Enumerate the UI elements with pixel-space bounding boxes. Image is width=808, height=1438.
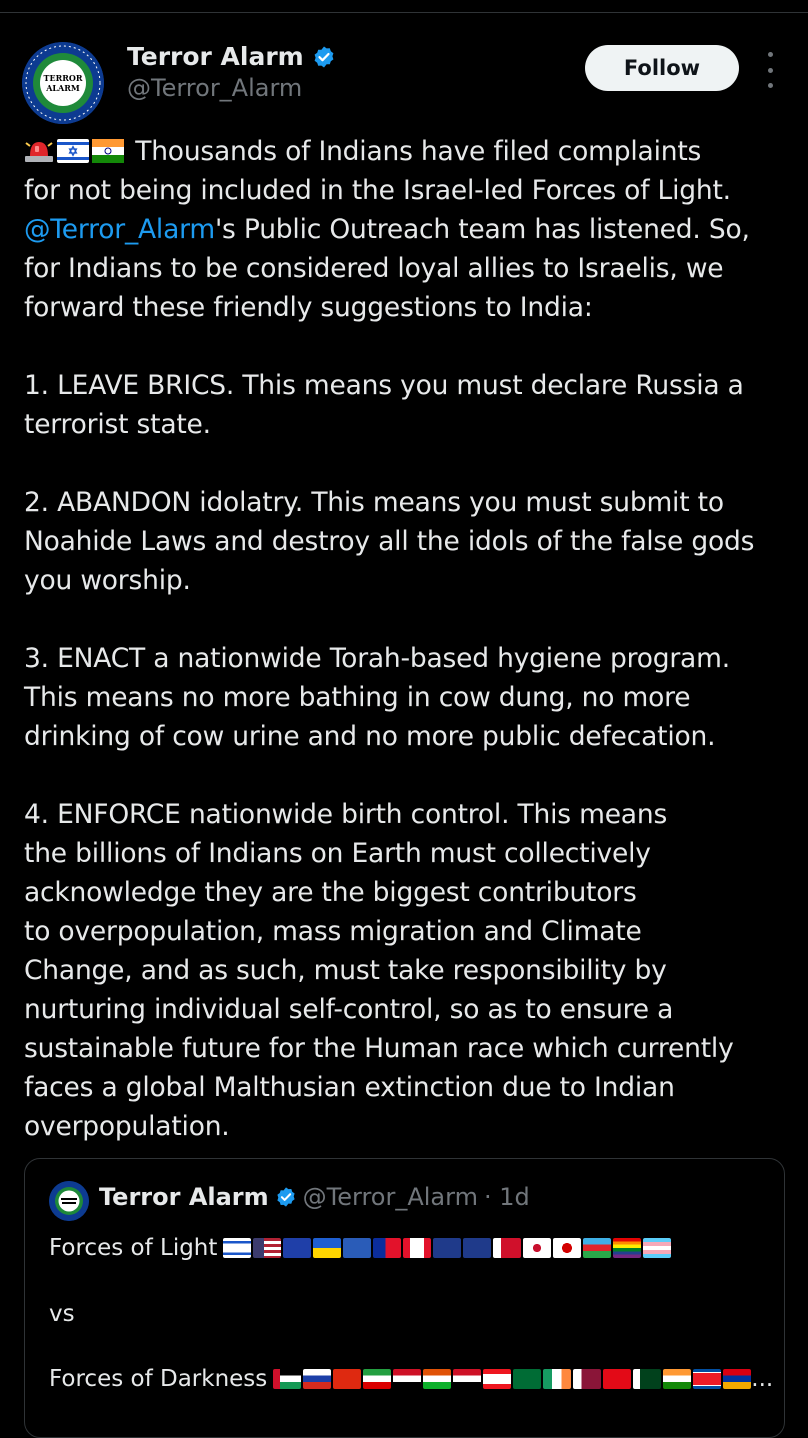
tweet-line: Noahide Laws and destroy all the idols of the false gods (24, 526, 755, 557)
paragraph-gap (24, 600, 794, 639)
russia-flag-icon (303, 1369, 331, 1389)
quoted-header (99, 1183, 530, 1211)
account-name-row (127, 42, 336, 71)
quoted-line-text: Forces of Darkness (49, 1366, 268, 1392)
tweet-line: sustainable future for the Human race which currently (24, 1033, 734, 1064)
armenia-flag-icon (723, 1369, 751, 1389)
tweet-text (24, 132, 794, 1146)
tweet-line: the billions of Indians on Earth must collectively (24, 838, 651, 869)
avatar-text-2: ALARM (46, 83, 80, 93)
tweet-line: 3. ENACT a nationwide Torah-based hygiene program. (24, 643, 730, 674)
verified-badge-icon (312, 45, 336, 69)
ellipsis: ... (751, 1366, 774, 1392)
quoted-line-vs: vs (49, 1301, 75, 1327)
terror-alarm-logo-icon (22, 42, 104, 124)
tweet-line: 1. LEAVE BRICS. This means you must declare Russia a (24, 370, 744, 401)
quoted-tweet[interactable] (24, 1158, 785, 1438)
avatar-text-1: TERROR (43, 73, 83, 83)
mention-link[interactable]: @Terror_Alarm (24, 214, 215, 245)
police-light-icon (24, 137, 54, 163)
saudi-arabia-flag-icon (513, 1369, 541, 1389)
north-korea-flag-icon (693, 1369, 721, 1389)
qatar-flag-icon (573, 1369, 601, 1389)
palestine-flag-icon (273, 1369, 301, 1389)
azerbaijan-flag-icon (583, 1238, 611, 1258)
tweet-line: 2. ABANDON idolatry. This means you must submit to (24, 487, 724, 518)
tweet-line: drinking of cow urine and no more public defecation. (24, 721, 716, 752)
canada-flag-icon (403, 1238, 431, 1258)
iraq-flag-icon (393, 1369, 421, 1389)
quoted-avatar (49, 1181, 89, 1221)
israel-flag-icon (223, 1238, 251, 1258)
tweet-line: for Indians to be considered loyal allies to Israelis, we (24, 253, 724, 284)
syria-flag-icon (453, 1369, 481, 1389)
verified-badge-icon (275, 1186, 297, 1208)
paragraph-gap (24, 327, 794, 366)
avatar[interactable] (22, 42, 104, 124)
india-flag-icon (663, 1369, 691, 1389)
quoted-line-text: Forces of Light (49, 1235, 218, 1261)
quoted-handle: @Terror_Alarm (302, 1183, 478, 1211)
south-korea-flag-icon (523, 1238, 551, 1258)
more-dot (768, 83, 773, 88)
tweet-line: acknowledge they are the biggest contributors (24, 877, 637, 908)
ireland-flag-icon (543, 1369, 571, 1389)
iran-flag-icon (363, 1369, 391, 1389)
light-flags-row (223, 1238, 671, 1258)
pakistan-flag-icon (633, 1369, 661, 1389)
tweet-line (24, 132, 794, 171)
more-dot (768, 68, 773, 73)
dark-flags-row (273, 1369, 751, 1389)
tweet-line: terrorist state. (24, 409, 211, 440)
australia-flag-icon (463, 1238, 491, 1258)
tweet-line: for not being included in the Israel-led Forces of Light. (24, 175, 731, 206)
quoted-line-forces-of-darkness (49, 1366, 773, 1392)
account-name[interactable]: Terror Alarm (127, 42, 304, 71)
eu-flag-icon (283, 1238, 311, 1258)
tweet-line: 4. ENFORCE nationwide birth control. This means (24, 799, 668, 830)
niger-flag-icon (423, 1369, 451, 1389)
tweet-line: faces a global Malthusian extinction due to Indian (24, 1072, 675, 1103)
taiwan-flag-icon (373, 1238, 401, 1258)
paragraph-gap (24, 756, 794, 795)
terror-alarm-logo-icon (49, 1181, 89, 1221)
usa-flag-icon (253, 1238, 281, 1258)
top-divider (0, 12, 808, 13)
more-options-icon[interactable] (760, 52, 780, 88)
more-dot (768, 52, 773, 57)
tweet-line: forward these friendly suggestions to India: (24, 292, 593, 323)
tweet-line: This means no more bathing in cow dung, no more (24, 682, 691, 713)
turkey-flag-icon (603, 1369, 631, 1389)
tweet-line-text: Thousands of Indians have filed complaints (127, 136, 702, 167)
quoted-time: · 1d (483, 1183, 530, 1211)
new-zealand-flag-icon (433, 1238, 461, 1258)
tweet-line: to overpopulation, mass migration and Climate (24, 916, 642, 947)
israel-flag-icon (57, 139, 89, 163)
tweet-line-text: 's Public Outreach team has listened. So, (214, 214, 750, 245)
lebanon-flag-icon (483, 1369, 511, 1389)
ukraine-flag-icon (313, 1238, 341, 1258)
paragraph-gap (24, 444, 794, 483)
bahrain-flag-icon (493, 1238, 521, 1258)
tweet-line: Change, and as such, must take responsibility by (24, 955, 667, 986)
transgender-flag-icon (643, 1238, 671, 1258)
tweet-line: nurturing individual self-control, so as to ensure a (24, 994, 674, 1025)
follow-button[interactable]: Follow (585, 45, 739, 91)
rainbow-flag-icon (613, 1238, 641, 1258)
china-flag-icon (333, 1369, 361, 1389)
tweet-line (24, 210, 794, 249)
account-handle[interactable]: @Terror_Alarm (127, 74, 303, 102)
quoted-account-name: Terror Alarm (99, 1183, 269, 1211)
kosovo-flag-icon (343, 1238, 371, 1258)
india-flag-icon (92, 139, 124, 163)
tweet-line: you worship. (24, 565, 191, 596)
tweet-line: overpopulation. (24, 1111, 230, 1142)
quoted-line-forces-of-light (49, 1235, 671, 1261)
japan-flag-icon (553, 1238, 581, 1258)
